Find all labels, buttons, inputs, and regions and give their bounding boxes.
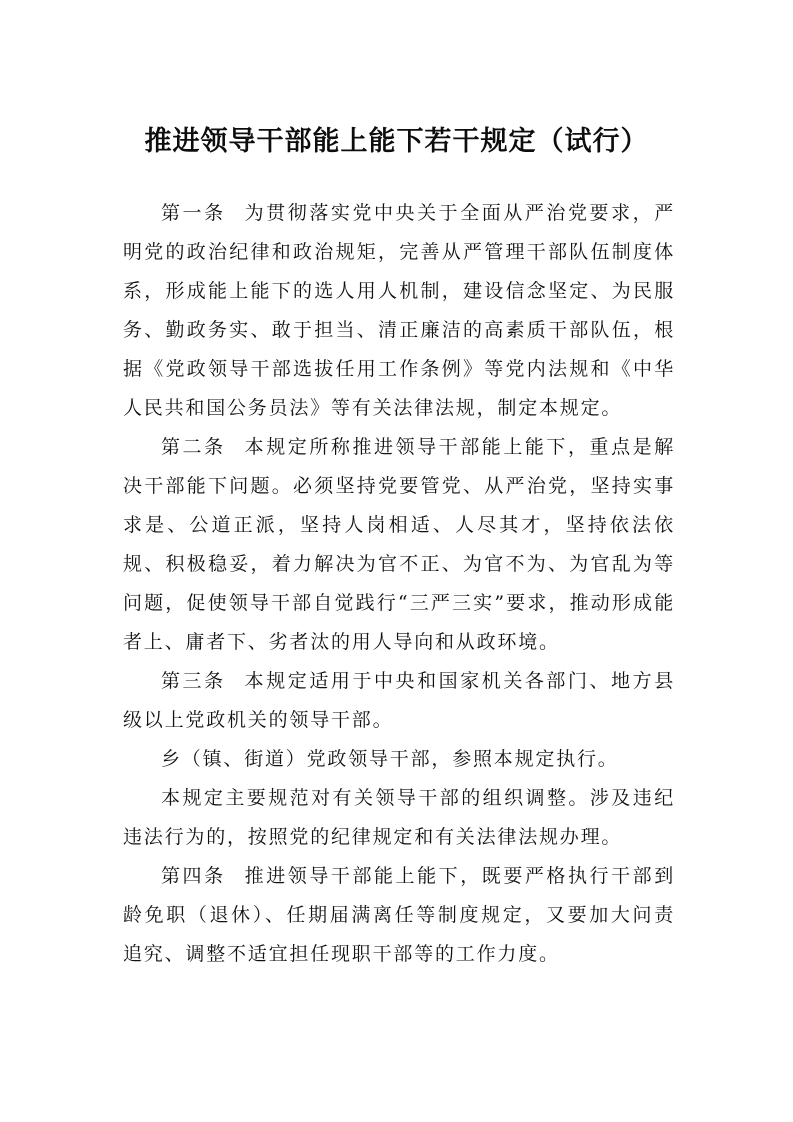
article-1-number: 第一条 — [161, 202, 226, 224]
article-2-number: 第二条 — [161, 436, 226, 458]
article-1-text: 为贯彻落实党中央关于全面从严治党要求，严明党的政治纪律和政治规矩，完善从严管理干部队伍制度体系，形成能上能下的选人用人机制，建设信念坚定、为民服务、勤政务实、敢于担当、清正廉洁的高素质干部队伍，根据《党政领导干部选拔任用工作条例》等党内法规和《中华人民共和国公务员法》等有关法律法规，制定本规定。 — [123, 202, 675, 419]
document-body — [123, 194, 675, 974]
document-title: 推进领导干部能上能下若干规定（试行） — [144, 126, 649, 157]
article-3-number: 第三条 — [161, 670, 226, 692]
article-3-clause-township — [123, 740, 675, 779]
article-3-paragraph — [123, 662, 675, 740]
article-4-paragraph — [123, 857, 675, 974]
article-3-clause-scope — [123, 779, 675, 857]
article-4-number: 第四条 — [161, 865, 226, 887]
article-3-text: 本规定适用于中央和国家机关各部门、地方县级以上党政机关的领导干部。 — [123, 670, 675, 731]
article-4-text: 推进领导干部能上能下，既要严格执行干部到龄免职（退休）、任期届满离任等制度规定，又要加大问责追究、调整不适宜担任现职干部等的工作力度。 — [123, 865, 675, 965]
clause-scope-text: 本规定主要规范对有关领导干部的组织调整。涉及违纪违法行为的，按照党的纪律规定和有关法律法规办理。 — [123, 787, 675, 848]
clause-township-text: 乡（镇、街道）党政领导干部，参照本规定执行。 — [161, 748, 619, 770]
article-2-paragraph — [123, 428, 675, 662]
article-1-paragraph — [123, 194, 675, 428]
article-2-text: 本规定所称推进领导干部能上能下，重点是解决干部能下问题。必须坚持党要管党、从严治党，坚持实事求是、公道正派，坚持人岗相适、人尽其才，坚持依法依规、积极稳妥，着力解决为官不正、为官不为、为官乱为等问题，促使领导干部自觉践行“三严三实”要求，推动形成能者上、庸者下、劣者汰的用人导向和从政环境。 — [123, 436, 675, 653]
